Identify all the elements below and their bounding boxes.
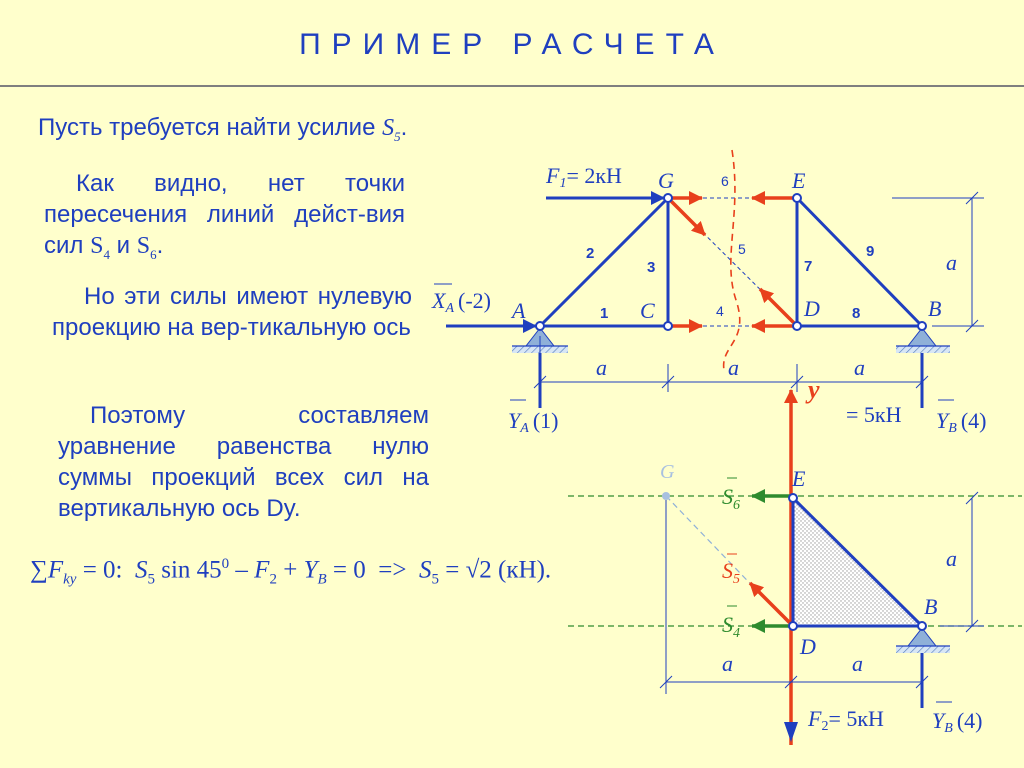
label-xa-sub: A xyxy=(445,301,455,316)
label-ghost-g: G xyxy=(660,461,675,483)
label-f1 xyxy=(545,163,622,191)
svg-text:YB(4) xyxy=(932,708,982,736)
formula-yb: Y xyxy=(303,556,318,584)
formula-minus: – xyxy=(235,556,248,584)
label-f2-main: F xyxy=(808,706,822,731)
formula-s5: S xyxy=(134,556,148,584)
intro-symbol: S xyxy=(382,115,395,141)
label-node-a: A xyxy=(512,298,526,323)
label-yb-lower xyxy=(932,702,982,736)
formula-f2-sub: 2 xyxy=(269,571,277,588)
formula-unit: (кН). xyxy=(498,556,552,584)
label-section-e: E xyxy=(792,466,806,491)
formula-eq-zero: = 0: xyxy=(82,556,123,584)
label-xa-main: X xyxy=(432,288,446,313)
label-section-b: B xyxy=(924,594,938,619)
label-xa-value: (-2) xyxy=(458,288,491,313)
label-member-2: 2 xyxy=(586,245,595,262)
label-node-g: G xyxy=(658,168,674,193)
svg-text:YB(4) xyxy=(936,408,986,436)
label-node-b: B xyxy=(928,296,942,321)
label-member-9: 9 xyxy=(866,243,875,260)
formula-sin: sin 45 xyxy=(161,556,222,584)
label-ya-main: Y xyxy=(508,408,521,433)
intro-symbol-sub: 5 xyxy=(394,128,401,144)
svg-text:YA(1) xyxy=(508,408,558,436)
node-b xyxy=(918,322,926,330)
formula-plus: + xyxy=(283,556,298,584)
label-section-d: D xyxy=(800,634,816,659)
paragraph-zero-projection: Но эти силы имеют нулевую проекцию на вер-тикальную ось xyxy=(52,283,412,341)
formula-s5-sub: 5 xyxy=(147,571,155,588)
truss-upper xyxy=(431,150,986,436)
label-s5-main: S xyxy=(722,558,733,583)
section-node-b xyxy=(918,622,926,630)
intro-tail: . xyxy=(400,114,408,141)
node-a xyxy=(536,322,544,330)
formula-f2: F xyxy=(254,556,270,584)
label-ya xyxy=(508,400,558,436)
formula-eq: = xyxy=(445,556,460,584)
p1-s4-sub: 4 xyxy=(103,246,110,262)
label-member-1: 1 xyxy=(600,305,609,322)
label-yb-lower-value: (4) xyxy=(956,708,983,733)
svg-text:XA(-2) xyxy=(431,288,491,316)
label-yb-upper-value: (4) xyxy=(960,408,987,433)
label-xa xyxy=(431,284,491,316)
label-f2-value: = 5кН xyxy=(828,706,884,731)
dim-a-db: a xyxy=(854,355,865,380)
formula-implies: => xyxy=(378,556,407,584)
p1-s6-sub: 6 xyxy=(150,246,157,262)
paragraph-1-text: Как видно, нет точки пересечения линий дейст-вия сил xyxy=(44,170,405,259)
label-f1-sub: 1 xyxy=(559,176,567,191)
ghost-node-g xyxy=(662,492,670,500)
formula-yb-sub: B xyxy=(317,571,327,588)
label-s4-sub: 4 xyxy=(733,626,740,641)
section-node-d xyxy=(789,622,797,630)
label-axis-y: y xyxy=(808,375,820,404)
label-s6-sub: 6 xyxy=(733,498,740,513)
force-s5-section xyxy=(750,583,793,626)
label-cut-5: 5 xyxy=(738,241,746,257)
label-member-8: 8 xyxy=(852,305,861,322)
label-f2-sub: 2 xyxy=(821,719,829,734)
label-member-7: 7 xyxy=(804,258,813,275)
label-yb-upper xyxy=(936,400,986,436)
support-b-section xyxy=(896,628,950,653)
dim-a-height: a xyxy=(946,250,957,275)
svg-text:S4 xyxy=(722,612,740,641)
p1-s4-main: S xyxy=(90,233,104,259)
formula-f-sub: ky xyxy=(63,571,77,588)
label-member-3: 3 xyxy=(647,259,656,276)
label-s5-sub: 5 xyxy=(733,572,740,587)
label-yb-lower-main: Y xyxy=(932,708,945,733)
formula-s5-result: S xyxy=(418,556,432,584)
label-f1-main: F xyxy=(546,163,560,188)
label-s4-main: S xyxy=(722,612,733,637)
paragraph-1-tail: . xyxy=(156,232,164,259)
node-d xyxy=(793,322,801,330)
label-s6 xyxy=(722,478,740,513)
label-node-e: E xyxy=(792,168,806,193)
paragraph-therefore: Поэтому составляем уравнение равенства нулю суммы проекций всех сил на вертикальную ось Dy. xyxy=(58,402,429,522)
support-b xyxy=(896,328,950,353)
formula-sum-sign: ∑ xyxy=(30,556,48,584)
label-s6-main: S xyxy=(722,484,733,509)
intro-sentence: Пусть требуется найти усилие xyxy=(38,114,376,141)
force-f2-arrowhead xyxy=(784,722,798,742)
formula-s5-result-sub: 5 xyxy=(431,571,439,588)
section-node-e xyxy=(789,494,797,502)
page-title: ПРИМЕР РАСЧЕТА xyxy=(299,28,725,61)
label-f2-partial: = 5кН xyxy=(846,402,902,427)
dim-a-lower-left: a xyxy=(722,651,733,676)
node-e xyxy=(793,194,801,202)
svg-text:S5 xyxy=(722,558,740,587)
dim-a-cd: a xyxy=(728,355,739,380)
label-f2 xyxy=(807,706,884,734)
label-ya-value: (1) xyxy=(532,408,559,433)
label-node-c: C xyxy=(640,298,655,323)
p1-s6-main: S xyxy=(136,233,151,259)
label-cut-6: 6 xyxy=(721,173,729,189)
label-f1-value: = 2кН xyxy=(566,163,622,188)
label-cut-4: 4 xyxy=(716,303,724,319)
label-ya-sub: A xyxy=(520,421,529,436)
formula-f: F xyxy=(47,556,64,584)
formula-eq0: = 0 xyxy=(332,556,366,584)
force-s5-right xyxy=(760,289,797,326)
label-node-d: D xyxy=(804,296,820,321)
formula-sin-sup: 0 xyxy=(221,556,230,572)
svg-text:S6 xyxy=(722,484,740,513)
label-yb-upper-main: Y xyxy=(936,408,949,433)
node-g xyxy=(664,194,672,202)
label-yb-upper-sub: B xyxy=(948,421,957,436)
paragraph-1-conj: и xyxy=(116,232,131,259)
label-s4 xyxy=(722,606,740,641)
dim-a-ac: a xyxy=(596,355,607,380)
node-c xyxy=(664,322,672,330)
label-yb-lower-sub: B xyxy=(944,721,953,736)
force-s5-left xyxy=(668,198,705,235)
dim-a-lower-right: a xyxy=(852,651,863,676)
formula-result: √2 xyxy=(465,556,492,584)
dim-a-lower-height: a xyxy=(946,546,957,571)
